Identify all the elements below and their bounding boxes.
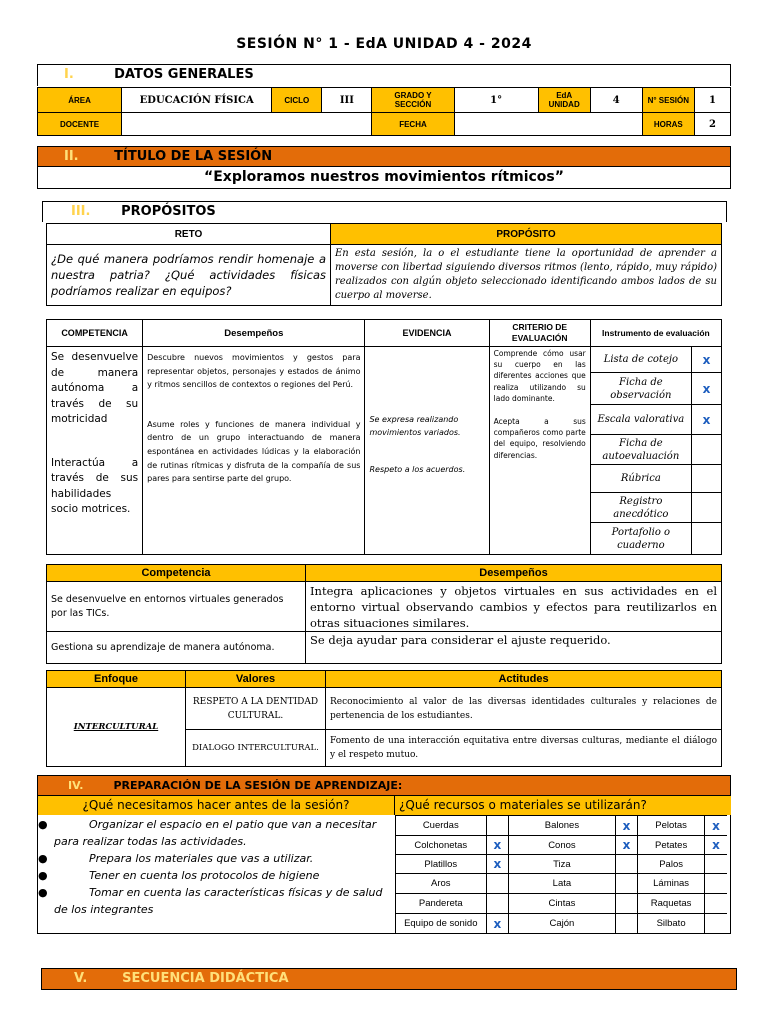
instrumento-mark (691, 493, 721, 523)
material-mark (615, 894, 638, 914)
section-titulo-header (37, 146, 731, 167)
instrumento-mark (691, 523, 721, 555)
session-title: “Exploramos nuestros movimientos rítmicos” (37, 167, 731, 189)
instrumento-mark: x (691, 347, 721, 373)
fecha-label: FECHA (372, 113, 454, 136)
material-name: Cajón (509, 914, 616, 934)
material-name: Petates (638, 836, 705, 855)
enfoque-table (46, 670, 722, 767)
desempeno-1: Descubre nuevos movimientos y gestos para representar objetos, personajes y estados de ánimo y ritmos sencillos de contextos o regiones del Perú. (147, 353, 361, 390)
ciclo-value: III (322, 88, 372, 113)
material-name: Lata (509, 874, 616, 894)
competencia-cell (47, 347, 143, 555)
material-mark (704, 874, 727, 894)
material-name: Balones (509, 816, 616, 836)
criterio-cell (489, 347, 590, 555)
material-name: Pandereta (396, 894, 487, 914)
material-mark: x (704, 836, 727, 855)
desempenos-cell (143, 347, 365, 555)
criterio-2: Acepta a sus compañeros como parte del equipo, resolviendo diferencias. (493, 417, 586, 460)
section-label: PROPÓSITOS (121, 204, 216, 219)
reto-header: RETO (47, 224, 331, 245)
instrumento-name: Lista de cotejo (590, 347, 691, 373)
material-mark (615, 874, 638, 894)
instrumento-name: Escala valorativa (590, 405, 691, 435)
antes-list (38, 816, 390, 918)
material-mark: x (704, 816, 727, 836)
section-number: IV. (68, 779, 84, 792)
desempenos-header: Desempeños (306, 565, 722, 582)
section-label: TÍTULO DE LA SESIÓN (114, 149, 273, 164)
material-mark: x (615, 816, 638, 836)
material-name: Equipo de sonido (396, 914, 487, 934)
instrumento-mark: x (691, 373, 721, 405)
preparacion-body (37, 796, 731, 934)
section-number: I. (64, 67, 74, 82)
material-mark: x (486, 914, 509, 934)
actitud: Fomento de una interacción equitativa entre diversas culturas, mediante el diálogo y el respeto mutuo. (326, 730, 722, 767)
section-propositos-header (42, 201, 727, 222)
datos-generales-table (37, 87, 731, 136)
section-number: III. (71, 204, 91, 219)
transversal-competencia: Se desenvuelve en entornos virtuales generados por las TICs. (47, 582, 306, 632)
material-mark: x (486, 855, 509, 874)
competencia-1: Se desenvuelve de manera autónoma a través de su motricidad (51, 351, 139, 425)
material-mark: x (486, 836, 509, 855)
instrumento-name: Ficha de observación (590, 373, 691, 405)
criterio-1: Comprende cómo usar su cuerpo en las diferentes acciones que realiza utilizando su lado dominante. (493, 349, 586, 403)
competencia-header: COMPETENCIA (47, 320, 143, 347)
criterio-header: CRITERIO DE EVALUACIÓN (489, 320, 590, 347)
area-label: ÁREA (38, 88, 122, 113)
bullet-item: ● Tomar en cuenta las características físicas y de salud de los integrantes (38, 886, 383, 916)
material-mark (704, 855, 727, 874)
section-preparacion-header (37, 775, 731, 796)
material-mark (704, 914, 727, 934)
enfoque-value: INTERCULTURAL (47, 688, 186, 767)
proposito-header: PROPÓSITO (331, 224, 722, 245)
evidencia-cell (365, 347, 489, 555)
bullet-item: ● Prepara los materiales que vas a utilizar. (38, 852, 314, 865)
material-mark (486, 894, 509, 914)
area-value: EDUCACIÓN FÍSICA (122, 88, 272, 113)
material-name: Cintas (509, 894, 616, 914)
reto-text: ¿De qué manera podríamos rendir homenaje a nuestra patria? ¿Qué actividades físicas podríamos realizar en equipos? (47, 245, 331, 306)
sesion-label: N° SESIÓN (642, 88, 694, 113)
evidencia-header: EVIDENCIA (365, 320, 489, 347)
evidencia-2: Respeto a los acuerdos. (369, 465, 466, 474)
instrumento-mark: x (691, 405, 721, 435)
docente-value (122, 113, 372, 136)
material-name: Aros (396, 874, 487, 894)
docente-label: DOCENTE (38, 113, 122, 136)
grado-label: GRADO Y SECCIÓN (372, 88, 454, 113)
material-name: Pelotas (638, 816, 705, 836)
enfoque-header: Enfoque (47, 671, 186, 688)
transversal-desempeno: Se deja ayudar para considerar el ajuste requerido. (306, 632, 722, 664)
grado-value: 1° (454, 88, 538, 113)
material-mark (486, 816, 509, 836)
section-secuencia-header (41, 968, 737, 990)
material-name: Láminas (638, 874, 705, 894)
bullet-icon: ● (38, 886, 48, 899)
section-number: II. (64, 149, 79, 164)
evidencia-1: Se expresa realizando movimientos variados. (369, 415, 461, 437)
valor: DIALOGO INTERCULTURAL. (186, 730, 326, 767)
transversal-desempeno: Integra aplicaciones y objetos virtuales en sus actividades en el entorno virtual observando cambios y efectos para reutilizarlos en otras situaciones similares. (306, 582, 722, 632)
competencia-header: Competencia (47, 565, 306, 582)
actitudes-header: Actitudes (326, 671, 722, 688)
ciclo-label: CICLO (272, 88, 322, 113)
competencia-2: Interactúa a través de sus habilidades socio motrices. (51, 456, 139, 515)
material-mark: x (615, 836, 638, 855)
sesion-value: 1 (694, 88, 730, 113)
material-name: Platillos (396, 855, 487, 874)
materials-table (395, 815, 727, 934)
instrumento-name: Portafolio o cuaderno (590, 523, 691, 555)
bullet-item: ● Organizar el espacio en el patio que van a necesitar para realizar todas las actividades. (38, 818, 377, 848)
reto-proposito-table (46, 223, 722, 306)
section-number: V. (74, 971, 88, 986)
recursos-header: ¿Qué recursos o materiales se utilizarán? (395, 796, 731, 815)
bullet-icon: ● (38, 818, 48, 831)
material-name: Silbato (638, 914, 705, 934)
valor: RESPETO A LA DENTIDAD CULTURAL. (186, 688, 326, 730)
proposito-text: En esta sesión, la o el estudiante tiene la oportunidad de aprender a moverse con libertad siguiendo diversos ritmos (lento, rápido, muy rápido) realizados con algún objeto seleccionado identificando ambos lados de su cuerpo al moverse. (331, 245, 722, 306)
instrumento-name: Rúbrica (590, 465, 691, 493)
instrumento-name: Ficha de autoevaluación (590, 435, 691, 465)
section-datos-generales-header (37, 64, 731, 86)
fecha-value (454, 113, 642, 136)
transversal-competencia: Gestiona su aprendizaje de manera autónoma. (47, 632, 306, 664)
material-name: Palos (638, 855, 705, 874)
document-title: SESIÓN N° 1 - EdA UNIDAD 4 - 2024 (236, 36, 532, 52)
section-label: DATOS GENERALES (114, 67, 254, 82)
desempenos-header: Desempeños (143, 320, 365, 347)
material-mark (704, 894, 727, 914)
eda-value: 4 (590, 88, 642, 113)
valores-header: Valores (186, 671, 326, 688)
competencias-table (46, 319, 722, 555)
section-label: SECUENCIA DIDÁCTICA (122, 971, 289, 986)
horas-label: HORAS (642, 113, 694, 136)
section-label: PREPARACIÓN DE LA SESIÓN DE APRENDIZAJE: (113, 779, 403, 792)
bullet-item: ● Tener en cuenta los protocolos de higiene (38, 869, 320, 882)
eda-label: EdA UNIDAD (538, 88, 590, 113)
horas-value: 2 (694, 113, 730, 136)
material-mark (615, 914, 638, 934)
bullet-icon: ● (38, 852, 48, 865)
instrumento-mark (691, 435, 721, 465)
actitud: Reconocimiento al valor de las diversas identidades culturales y relaciones de pertenencia de los estudiantes. (326, 688, 722, 730)
instrumento-name: Registro anecdótico (590, 493, 691, 523)
material-name: Conos (509, 836, 616, 855)
transversal-table (46, 564, 722, 664)
material-mark (615, 855, 638, 874)
material-name: Raquetas (638, 894, 705, 914)
desempeno-2: Asume roles y funciones de manera individual y dentro de un grupo interactuando de manera espontánea en actividades lúdicas y la elaboración de rutinas rítmicas y disfruta de la compañía de sus pares para sentirse parte del grupo. (147, 419, 361, 484)
antes-header: ¿Qué necesitamos hacer antes de la sesión? (38, 796, 395, 815)
material-name: Cuerdas (396, 816, 487, 836)
material-mark (486, 874, 509, 894)
instrumento-header: Instrumento de evaluación (590, 320, 721, 347)
material-name: Tiza (509, 855, 616, 874)
instrumento-mark (691, 465, 721, 493)
bullet-icon: ● (38, 869, 48, 882)
material-name: Colchonetas (396, 836, 487, 855)
